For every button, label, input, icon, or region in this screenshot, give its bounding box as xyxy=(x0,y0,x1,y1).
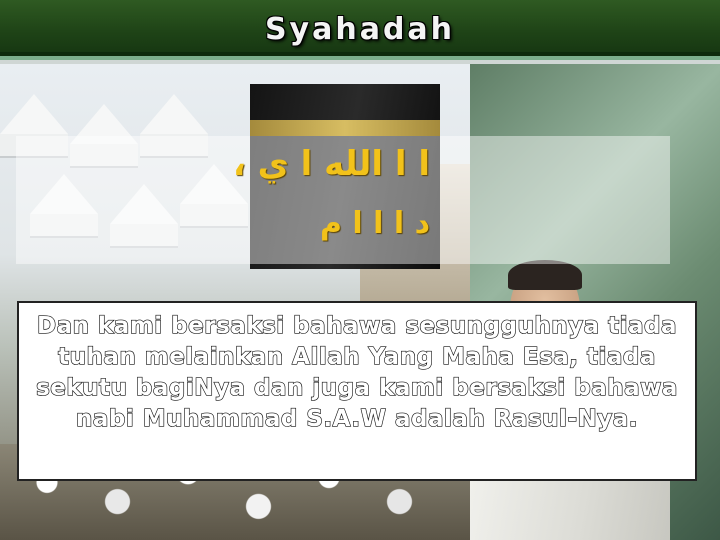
arabic-text-panel xyxy=(16,136,670,264)
kaaba-gold-band xyxy=(250,120,440,136)
arabic-text-line-1: ا ا الله ا ي ، xyxy=(232,144,430,184)
arabic-text-line-2: د ا ا ا م xyxy=(319,206,430,241)
translation-text: Dan kami bersaksi bahawa sesungguhnya tiada tuhan melainkan Allah Yang Maha Esa, tiada sekutu bagiNya dan juga kami bersaksi bahawa nabi Muhammad S.A.W adalah Rasul-Nya. xyxy=(36,313,678,432)
translation-text-box xyxy=(17,301,697,481)
tent-shape xyxy=(140,94,208,134)
title-bar xyxy=(0,0,720,56)
tent-shape xyxy=(0,94,68,134)
slide-title: Syahadah xyxy=(264,12,456,47)
pilgrim-hair xyxy=(508,260,582,290)
